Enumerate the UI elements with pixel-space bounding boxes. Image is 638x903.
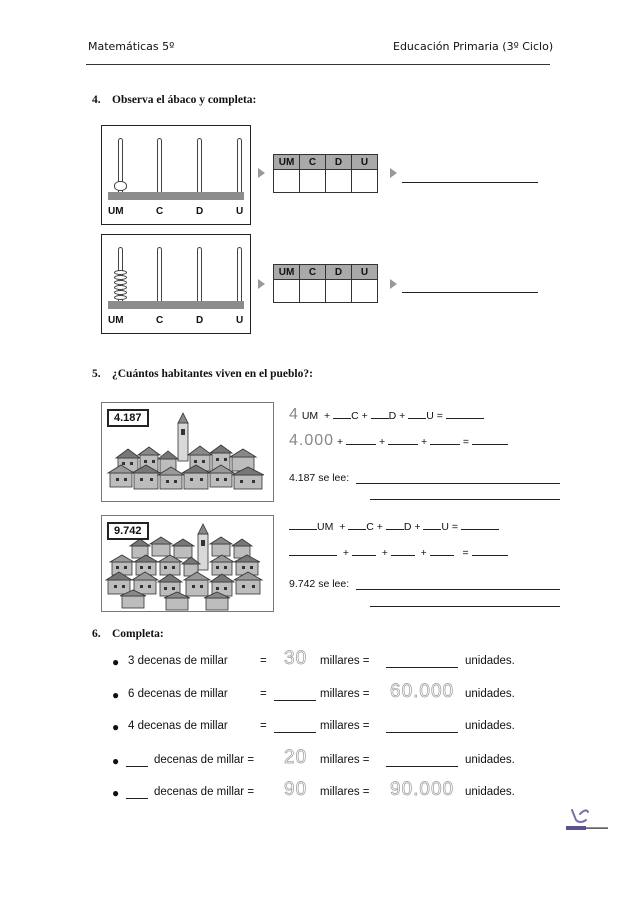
question-5-number: 5.	[92, 368, 101, 380]
c-label: C	[351, 410, 359, 422]
answer-line[interactable]	[370, 499, 560, 500]
millares-text: millares =	[320, 786, 370, 798]
plus-sign: +	[414, 521, 421, 533]
traced-digit: 4	[289, 406, 299, 423]
page-corner-logo-icon	[566, 806, 608, 832]
blank[interactable]	[430, 434, 460, 445]
town-2-reads-label: 9.742 se lee:	[289, 578, 350, 590]
abacus-bar	[108, 192, 244, 200]
arrow-right-icon	[258, 279, 265, 289]
pv-cell-d[interactable]	[326, 280, 352, 303]
question-6-number: 6.	[92, 628, 101, 640]
abacus-bead	[114, 290, 127, 295]
abacus-1	[101, 125, 251, 225]
equals-sign: =	[451, 521, 459, 533]
town-illustration-1	[101, 402, 274, 502]
abacus-rod-u	[237, 138, 242, 198]
abacus-rod-c	[157, 138, 162, 198]
abacus-rod-u	[237, 247, 242, 307]
decenas-text: 3 decenas de millar	[128, 655, 228, 667]
unidades-text: unidades.	[465, 720, 515, 732]
question-4-number: 4.	[92, 94, 101, 106]
blank-unidades[interactable]	[386, 754, 458, 767]
plus-sign: +	[420, 436, 428, 448]
c-label: C	[366, 521, 374, 533]
blank[interactable]	[346, 434, 376, 445]
plus-sign: +	[378, 436, 386, 448]
plus-sign: +	[420, 547, 427, 559]
equals-sign: =	[436, 410, 443, 422]
arrow-right-icon	[390, 168, 397, 178]
blank[interactable]	[391, 545, 415, 556]
traced-millares: 20	[284, 747, 308, 768]
abacus-bead	[114, 181, 127, 191]
plus-sign: +	[324, 410, 331, 422]
blank-d[interactable]	[386, 519, 404, 530]
pv-cell-u[interactable]	[352, 280, 378, 303]
unidades-text: unidades.	[465, 786, 515, 798]
traced-millares: 90	[284, 779, 308, 800]
town-2-equation-2	[289, 545, 508, 559]
plus-sign: +	[339, 521, 346, 533]
equals-sign: =	[260, 655, 267, 667]
d-label: D	[403, 521, 412, 533]
blank-unidades[interactable]	[386, 655, 458, 668]
question-4-text: Observa el ábaco y completa:	[112, 94, 257, 106]
blank-millares[interactable]	[274, 688, 316, 701]
question-6-text: Completa:	[112, 628, 164, 640]
answer-line[interactable]	[402, 182, 538, 183]
plus-sign: +	[336, 436, 344, 448]
plus-sign: +	[361, 410, 368, 422]
plus-sign: +	[381, 547, 388, 559]
millares-text: millares =	[320, 754, 370, 766]
pv-cell-c[interactable]	[300, 170, 326, 193]
blank-millares[interactable]	[274, 720, 316, 733]
abacus-rod-d	[197, 138, 202, 198]
town-1-number: 4.187	[107, 409, 149, 427]
header-divider	[86, 64, 550, 65]
town-1-equation-1	[289, 406, 484, 424]
blank-d[interactable]	[371, 408, 389, 419]
millares-text: millares =	[320, 655, 370, 667]
blank-total[interactable]	[461, 519, 499, 530]
u-label: U	[426, 410, 434, 422]
answer-line[interactable]	[370, 606, 560, 607]
blank-c[interactable]	[333, 408, 351, 419]
bullet-icon: ●	[112, 754, 120, 768]
answer-line[interactable]	[356, 483, 560, 484]
bullet-icon: ●	[112, 688, 120, 702]
traced-unidades: 60.000	[390, 681, 455, 702]
um-label: UM	[317, 521, 334, 533]
unidades-text: unidades.	[465, 754, 515, 766]
equals-sign: =	[462, 547, 469, 559]
place-value-table-2	[273, 264, 378, 303]
equals-sign: =	[260, 688, 267, 700]
pv-header-d: D	[326, 155, 352, 170]
abacus-bead	[114, 270, 127, 275]
blank[interactable]	[388, 434, 418, 445]
arrow-right-icon	[258, 168, 265, 178]
um-label: UM	[301, 410, 319, 422]
answer-line[interactable]	[356, 589, 560, 590]
pv-cell-um[interactable]	[274, 170, 300, 193]
abacus-bar	[108, 301, 244, 309]
town-illustration-2	[101, 515, 274, 612]
town-1-reads-label: 4.187 se lee:	[289, 472, 350, 484]
pv-header-um: UM	[274, 155, 300, 170]
equals-sign: =	[260, 720, 267, 732]
blank-u[interactable]	[423, 519, 441, 530]
abacus-bead	[114, 275, 127, 280]
blank[interactable]	[430, 545, 454, 556]
pv-cell-u[interactable]	[352, 170, 378, 193]
unidades-text: unidades.	[465, 688, 515, 700]
abacus-bead	[114, 285, 127, 290]
decenas-text: decenas de millar =	[154, 786, 255, 798]
question-5-text: ¿Cuántos habitantes viven en el pueblo?:	[112, 368, 313, 380]
bullet-icon: ●	[112, 655, 120, 669]
blank-total[interactable]	[446, 408, 484, 419]
blank-c[interactable]	[348, 519, 366, 530]
abacus-label-d: D	[196, 206, 204, 217]
pv-header-u: U	[352, 155, 378, 170]
bullet-icon: ●	[112, 786, 120, 800]
town-2-equation-1	[289, 519, 499, 533]
abacus-bead	[114, 280, 127, 285]
question-6-title	[92, 628, 164, 640]
abacus-label-um: UM	[108, 206, 124, 217]
bullet-icon: ●	[112, 720, 120, 734]
pv-header-d: D	[326, 265, 352, 280]
abacus-label-u: U	[236, 315, 244, 326]
place-value-table-1	[273, 154, 378, 193]
pv-cell-c[interactable]	[300, 280, 326, 303]
abacus-label-u: U	[236, 206, 244, 217]
town-1-equation-2	[289, 432, 508, 450]
blank[interactable]	[289, 545, 337, 556]
blank-u[interactable]	[408, 408, 426, 419]
arrow-right-icon	[390, 279, 397, 289]
pv-header-u: U	[352, 265, 378, 280]
decenas-text: decenas de millar =	[154, 754, 255, 766]
plus-sign: +	[399, 410, 406, 422]
question-4-title	[92, 94, 256, 106]
header-subject: Matemáticas 5º	[88, 40, 175, 53]
traced-millares: 30	[284, 648, 308, 669]
blank-um[interactable]	[289, 519, 317, 530]
abacus-rod-c	[157, 247, 162, 307]
traced-number: 4.000	[289, 432, 335, 449]
abacus-label-c: C	[156, 315, 164, 326]
blank-total[interactable]	[472, 434, 508, 445]
abacus-label-um: UM	[108, 315, 124, 326]
decenas-text: 6 decenas de millar	[128, 688, 228, 700]
d-label: D	[388, 410, 397, 422]
abacus-rod-d	[197, 247, 202, 307]
pv-header-c: C	[300, 265, 326, 280]
blank[interactable]	[352, 545, 376, 556]
abacus-bead	[114, 295, 127, 300]
millares-text: millares =	[320, 688, 370, 700]
pv-header-c: C	[300, 155, 326, 170]
traced-unidades: 90.000	[390, 779, 455, 800]
pv-header-um: UM	[274, 265, 300, 280]
millares-text: millares =	[320, 720, 370, 732]
blank-total[interactable]	[472, 545, 508, 556]
header-level: Educación Primaria (3º Ciclo)	[393, 40, 554, 53]
plus-sign: +	[376, 521, 383, 533]
answer-line[interactable]	[402, 292, 538, 293]
blank-decenas[interactable]	[126, 754, 148, 767]
question-5-title	[92, 368, 313, 380]
blank-decenas[interactable]	[126, 786, 148, 799]
town-2-number: 9.742	[107, 522, 149, 540]
pv-cell-um[interactable]	[274, 280, 300, 303]
blank-unidades[interactable]	[386, 720, 458, 733]
abacus-label-d: D	[196, 315, 204, 326]
pv-cell-d[interactable]	[326, 170, 352, 193]
plus-sign: +	[342, 547, 349, 559]
decenas-text: 4 decenas de millar	[128, 720, 228, 732]
equals-sign: =	[462, 436, 470, 448]
u-label: U	[441, 521, 449, 533]
abacus-2	[101, 234, 251, 334]
abacus-label-c: C	[156, 206, 164, 217]
unidades-text: unidades.	[465, 655, 515, 667]
